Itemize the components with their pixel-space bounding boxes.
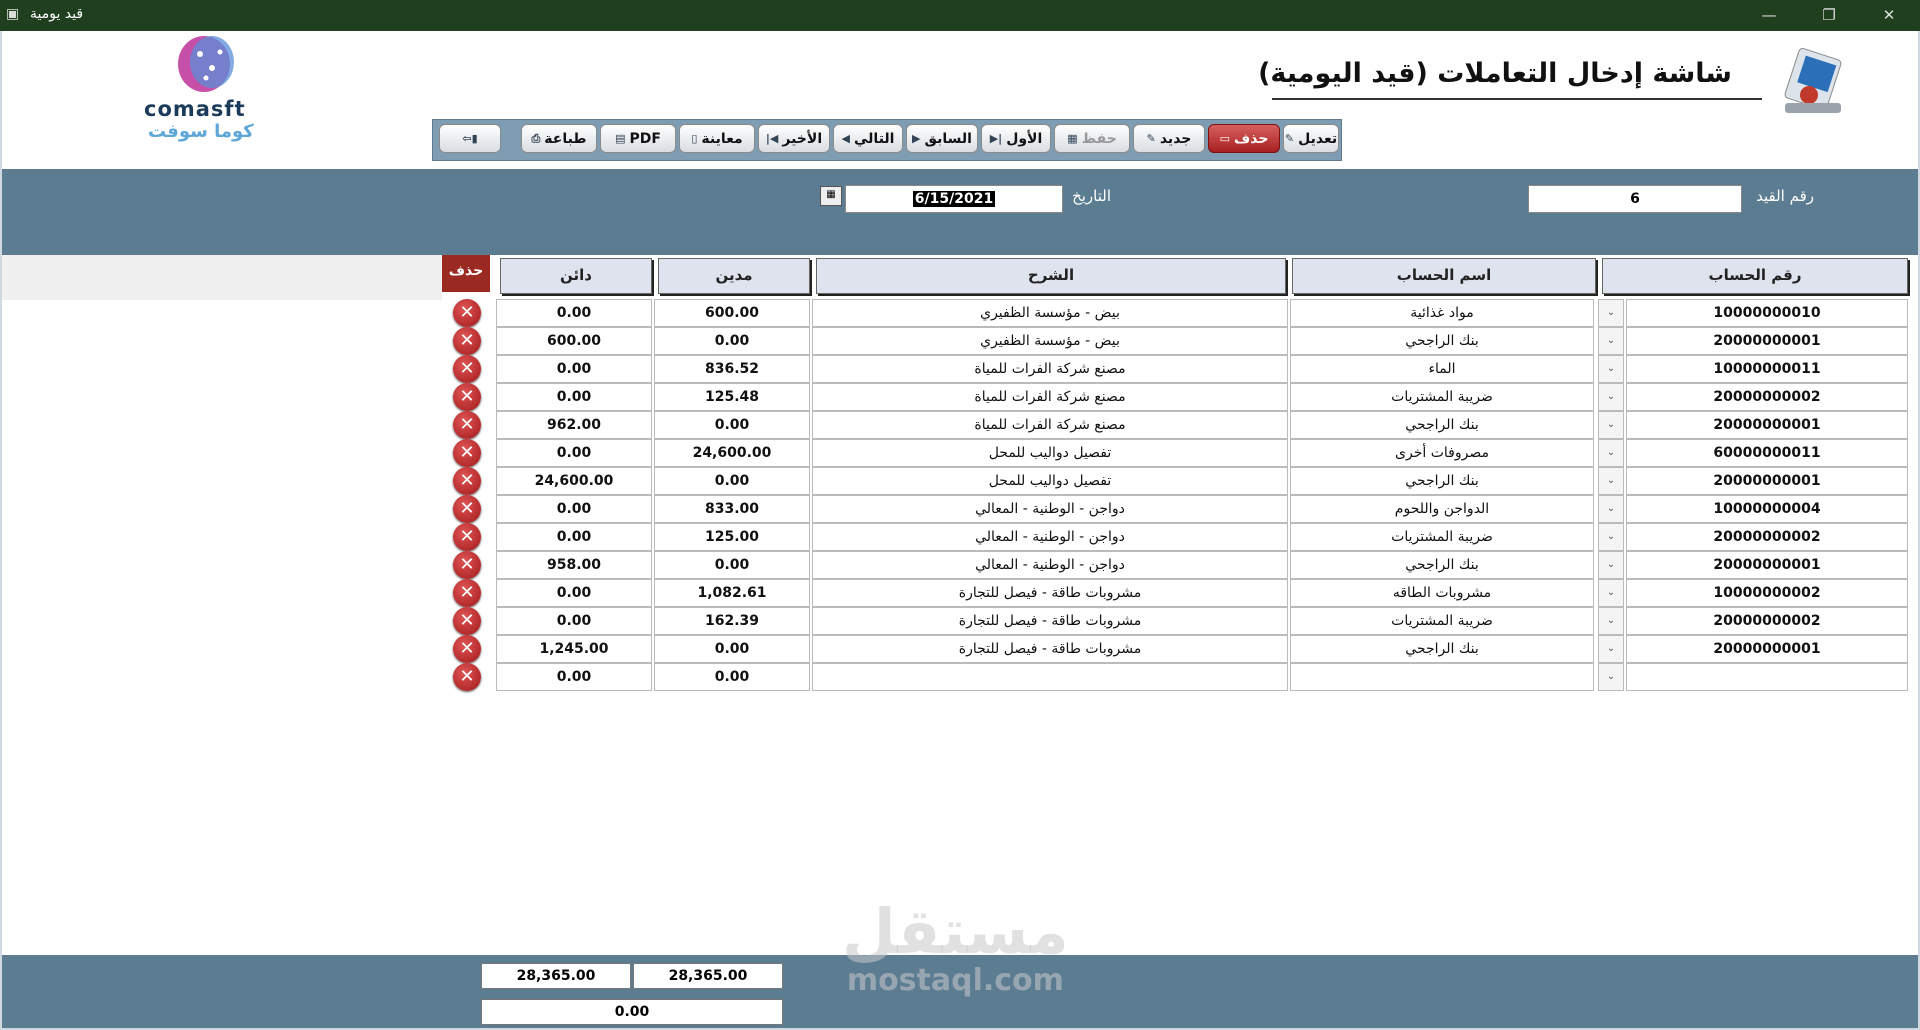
delete-row-icon[interactable]: ✕ [453, 299, 481, 327]
description-cell[interactable]: دواجن - الوطنية - المعالي [812, 523, 1288, 551]
credit-cell[interactable]: 0.00 [496, 523, 652, 551]
save-label: حفظ [1081, 130, 1117, 147]
account-name-cell[interactable]: ضريبة المشتريات [1290, 523, 1594, 551]
debit-cell[interactable]: 125.00 [654, 523, 810, 551]
delete-row-icon[interactable]: ✕ [453, 579, 481, 607]
table-row [2, 551, 1918, 579]
account-name-cell[interactable]: بنك الراجحي [1290, 635, 1594, 663]
credit-cell[interactable]: 0.00 [496, 495, 652, 523]
table-row [2, 579, 1918, 607]
header [2, 31, 1918, 169]
next-button[interactable] [833, 124, 903, 153]
delete-row-icon[interactable]: ✕ [453, 495, 481, 523]
save-button[interactable] [1054, 124, 1130, 153]
new-icon: ✎ [1146, 132, 1156, 145]
account-number-cell[interactable]: 20000000001 [1626, 467, 1908, 495]
column-header-description: الشرح [816, 258, 1286, 294]
column-header-account-number: رقم الحساب [1602, 258, 1908, 294]
debit-cell[interactable]: 24,600.00 [654, 439, 810, 467]
prev-label: السابق [924, 130, 972, 147]
delete-row-icon[interactable]: ✕ [453, 439, 481, 467]
credit-cell[interactable]: 0.00 [496, 299, 652, 327]
total-credit: 28,365.00 [481, 963, 631, 989]
credit-cell[interactable]: 0.00 [496, 355, 652, 383]
last-button[interactable] [758, 124, 830, 153]
account-name-cell[interactable]: بنك الراجحي [1290, 411, 1594, 439]
exit-icon: ⇦▮ [462, 132, 478, 145]
debit-cell[interactable]: 0.00 [654, 327, 810, 355]
account-name-cell[interactable]: مواد غذائية [1290, 299, 1594, 327]
table-row [2, 439, 1918, 467]
entries-grid [2, 255, 1918, 955]
account-dropdown-icon[interactable]: ⌄ [1598, 467, 1624, 495]
new-label: جديد [1159, 130, 1192, 147]
account-dropdown-icon[interactable]: ⌄ [1598, 327, 1624, 355]
restore-button[interactable]: ❐ [1822, 6, 1836, 24]
description-cell[interactable]: مصنع شركة الفرات للمياة [812, 383, 1288, 411]
account-number-cell[interactable]: 10000000002 [1626, 579, 1908, 607]
minimize-button[interactable]: — [1761, 6, 1777, 24]
debit-cell[interactable]: 0.00 [654, 551, 810, 579]
table-row [2, 523, 1918, 551]
account-name-cell[interactable]: ضريبة المشتريات [1290, 383, 1594, 411]
first-label: الأول [1006, 130, 1043, 147]
preview-button[interactable] [679, 124, 755, 153]
credit-cell[interactable]: 958.00 [496, 551, 652, 579]
date-label: التاريخ [1072, 187, 1111, 205]
account-name-cell[interactable]: الماء [1290, 355, 1594, 383]
table-row [2, 299, 1918, 327]
account-dropdown-icon[interactable]: ⌄ [1598, 383, 1624, 411]
account-name-cell[interactable]: الدواجن واللحوم [1290, 495, 1594, 523]
credit-cell[interactable]: 1,245.00 [496, 635, 652, 663]
total-debit: 28,365.00 [633, 963, 783, 989]
edit-icon: ✎ [1284, 132, 1295, 145]
toolbar [432, 119, 1342, 161]
account-dropdown-icon[interactable]: ⌄ [1598, 495, 1624, 523]
delete-row-icon[interactable]: ✕ [453, 383, 481, 411]
delete-row-icon[interactable]: ✕ [453, 327, 481, 355]
account-number-cell[interactable]: 10000000011 [1626, 355, 1908, 383]
account-name-cell[interactable]: بنك الراجحي [1290, 467, 1594, 495]
account-dropdown-icon[interactable]: ⌄ [1598, 635, 1624, 663]
table-row [2, 355, 1918, 383]
table-row [2, 411, 1918, 439]
description-cell[interactable] [812, 663, 1288, 691]
credit-cell[interactable]: 600.00 [496, 327, 652, 355]
total-difference: 0.00 [481, 999, 783, 1025]
printer-icon: ⎙ [531, 131, 541, 145]
logo-text-ar: كوما سوفت [148, 121, 254, 142]
account-number-cell[interactable]: 10000000010 [1626, 299, 1908, 327]
credit-cell[interactable]: 0.00 [496, 383, 652, 411]
pdf-icon: ▤ [615, 132, 626, 145]
account-number-cell[interactable]: 20000000002 [1626, 383, 1908, 411]
save-icon: ▦ [1067, 132, 1078, 145]
description-cell[interactable]: تفصيل دواليب للمحل [812, 439, 1288, 467]
debit-cell[interactable]: 0.00 [654, 663, 810, 691]
page-title: شاشة إدخال التعاملات (قيد اليومية) [1258, 58, 1732, 89]
credit-cell[interactable]: 0.00 [496, 663, 652, 691]
watermark-en: mostaql.com [846, 963, 1064, 998]
debit-cell[interactable]: 836.52 [654, 355, 810, 383]
previous-record-icon: ▶ [912, 132, 921, 145]
delete-row-icon[interactable]: ✕ [453, 523, 481, 551]
account-dropdown-icon[interactable]: ⌄ [1598, 607, 1624, 635]
debit-cell[interactable]: 1,082.61 [654, 579, 810, 607]
account-dropdown-icon[interactable]: ⌄ [1598, 439, 1624, 467]
debit-cell[interactable]: 0.00 [654, 635, 810, 663]
account-number-cell[interactable]: 20000000001 [1626, 411, 1908, 439]
delete-row-icon[interactable]: ✕ [453, 411, 481, 439]
grid-side-strip [2, 255, 442, 300]
entry-number-label: رقم القيد [1756, 187, 1814, 205]
description-cell[interactable]: مصنع شركة الفرات للمياة [812, 355, 1288, 383]
delete-row-icon[interactable]: ✕ [453, 635, 481, 663]
delete-row-icon[interactable]: ✕ [453, 663, 481, 691]
debit-cell[interactable]: 600.00 [654, 299, 810, 327]
table-row [2, 383, 1918, 411]
delete-row-icon[interactable]: ✕ [453, 551, 481, 579]
delete-label: حذف [1233, 130, 1269, 147]
edit-label: تعديل [1298, 130, 1338, 147]
preview-label: معاينة [701, 130, 743, 147]
main-window [2, 31, 1918, 1028]
last-label: الأخير [782, 130, 823, 147]
delete-row-icon[interactable]: ✕ [453, 467, 481, 495]
debit-cell[interactable]: 162.39 [654, 607, 810, 635]
title-underline [1272, 98, 1762, 100]
account-number-cell[interactable]: 20000000001 [1626, 551, 1908, 579]
account-number-cell[interactable]: 10000000004 [1626, 495, 1908, 523]
new-button[interactable] [1133, 124, 1205, 153]
date-field[interactable] [845, 185, 1063, 213]
account-dropdown-icon[interactable]: ⌄ [1598, 579, 1624, 607]
description-cell[interactable]: مشروبات طاقة - فيصل للتجارة [812, 607, 1288, 635]
description-cell[interactable]: مشروبات طاقة - فيصل للتجارة [812, 635, 1288, 663]
exit-button[interactable] [439, 124, 501, 153]
account-name-cell[interactable] [1290, 663, 1594, 691]
description-cell[interactable]: دواجن - الوطنية - المعالي [812, 551, 1288, 579]
column-header-account-name: اسم الحساب [1292, 258, 1596, 294]
delete-button[interactable] [1208, 124, 1280, 153]
next-record-icon: ◀ [841, 132, 851, 145]
table-row [2, 467, 1918, 495]
credit-cell[interactable]: 0.00 [496, 439, 652, 467]
column-header-debit: مدين [658, 258, 810, 294]
delete-row-icon[interactable]: ✕ [453, 355, 481, 383]
description-cell[interactable]: تفصيل دواليب للمحل [812, 467, 1288, 495]
credit-cell[interactable]: 0.00 [496, 579, 652, 607]
description-cell[interactable]: دواجن - الوطنية - المعالي [812, 495, 1288, 523]
account-name-cell[interactable]: بنك الراجحي [1290, 327, 1594, 355]
entry-info-bar [2, 169, 1918, 255]
table-row [2, 327, 1918, 355]
app-icon: ▣ [6, 6, 20, 22]
account-number-cell[interactable] [1626, 663, 1908, 691]
debit-cell[interactable]: 0.00 [654, 467, 810, 495]
credit-cell[interactable]: 962.00 [496, 411, 652, 439]
account-name-cell[interactable]: بنك الراجحي [1290, 551, 1594, 579]
previous-button[interactable] [906, 124, 978, 153]
column-header-delete: حذف [442, 255, 490, 292]
pdf-label: PDF [629, 130, 661, 147]
account-name-cell[interactable]: مشروبات الطاقه [1290, 579, 1594, 607]
table-row [2, 495, 1918, 523]
account-number-cell[interactable]: 20000000001 [1626, 635, 1908, 663]
next-label: التالي [854, 130, 895, 147]
entry-number-field[interactable]: 6 [1528, 185, 1742, 213]
date-value: 6/15/2021 [914, 191, 994, 207]
account-dropdown-icon[interactable]: ⌄ [1598, 299, 1624, 327]
first-button[interactable] [981, 124, 1051, 153]
account-number-cell[interactable]: 20000000002 [1626, 523, 1908, 551]
print-button[interactable] [521, 124, 597, 153]
pdf-button[interactable] [600, 124, 676, 153]
account-number-cell[interactable]: 60000000011 [1626, 439, 1908, 467]
window-titlebar [0, 0, 1920, 31]
delete-row-icon[interactable]: ✕ [453, 607, 481, 635]
logo-text-en: comasft [144, 97, 246, 121]
eraser-icon: ▭ [1219, 132, 1230, 145]
last-record-icon: |◀ [765, 132, 779, 145]
journal-entry-icon [1777, 43, 1849, 121]
calendar-icon[interactable]: ▦ [820, 186, 842, 206]
account-number-cell[interactable]: 20000000002 [1626, 607, 1908, 635]
description-cell[interactable]: بيض - مؤسسة الظفيري [812, 327, 1288, 355]
debit-cell[interactable]: 833.00 [654, 495, 810, 523]
account-name-cell[interactable]: ضريبة المشتريات [1290, 607, 1594, 635]
edit-button[interactable] [1283, 124, 1339, 153]
debit-cell[interactable]: 0.00 [654, 411, 810, 439]
account-name-cell[interactable]: مصروفات أخرى [1290, 439, 1594, 467]
window-title: قيد يومية [30, 6, 84, 22]
debit-cell[interactable]: 125.48 [654, 383, 810, 411]
close-button[interactable]: ✕ [1882, 6, 1896, 24]
document-icon: ▯ [691, 132, 698, 145]
table-row [2, 635, 1918, 663]
column-header-credit: دائن [500, 258, 652, 294]
table-row [2, 607, 1918, 635]
first-record-icon: ▶| [989, 132, 1003, 145]
table-row [2, 663, 1918, 691]
account-dropdown-icon[interactable]: ⌄ [1598, 355, 1624, 383]
account-dropdown-icon[interactable]: ⌄ [1598, 411, 1624, 439]
credit-cell[interactable]: 24,600.00 [496, 467, 652, 495]
description-cell[interactable]: بيض - مؤسسة الظفيري [812, 299, 1288, 327]
account-number-cell[interactable]: 20000000001 [1626, 327, 1908, 355]
account-dropdown-icon[interactable]: ⌄ [1598, 663, 1624, 691]
watermark-ar: مستقل [842, 895, 1069, 968]
credit-cell[interactable]: 0.00 [496, 607, 652, 635]
description-cell[interactable]: مصنع شركة الفرات للمياة [812, 411, 1288, 439]
account-dropdown-icon[interactable]: ⌄ [1598, 551, 1624, 579]
description-cell[interactable]: مشروبات طاقة - فيصل للتجارة [812, 579, 1288, 607]
print-label: طباعة [544, 130, 587, 147]
watermark [842, 895, 1069, 998]
account-dropdown-icon[interactable]: ⌄ [1598, 523, 1624, 551]
